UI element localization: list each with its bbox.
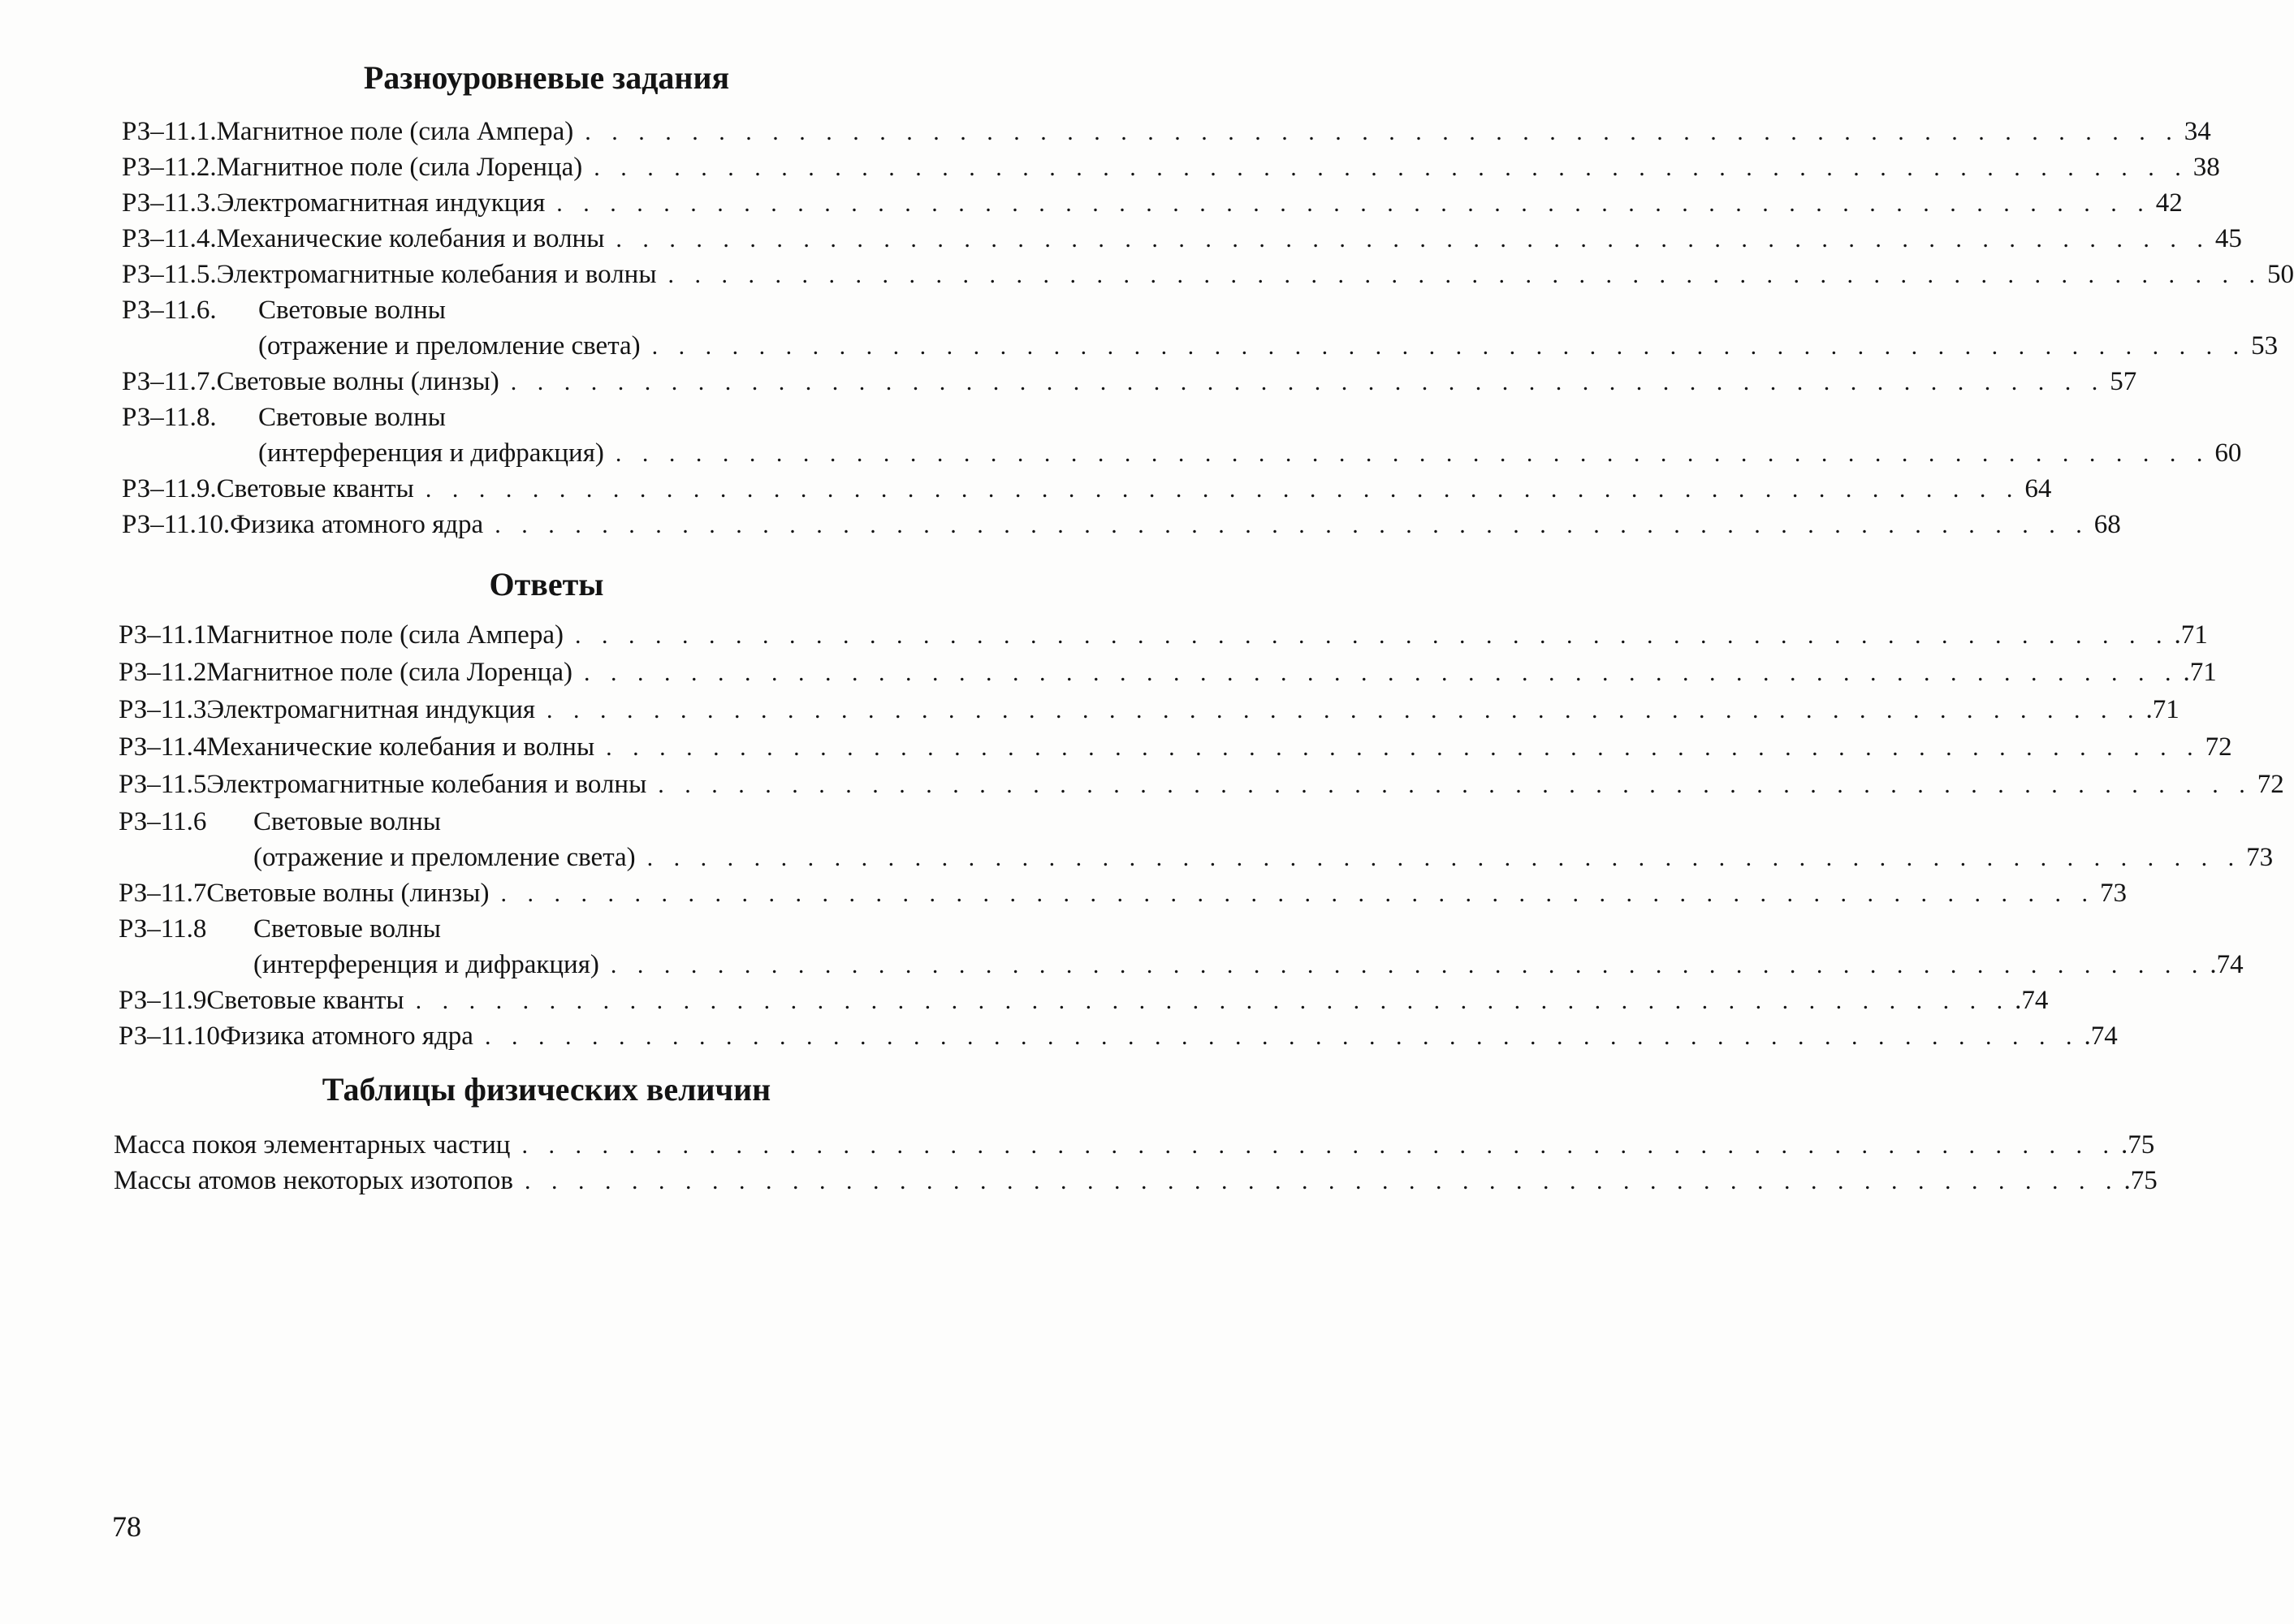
toc-page-number: 73 <box>2099 879 2127 908</box>
toc-page-number: 60 <box>2214 438 2242 468</box>
toc-row-tasks-5[interactable] <box>122 257 2294 292</box>
toc-code: РЗ–11.5 <box>119 770 207 799</box>
toc-code: РЗ–11.2. <box>122 153 217 182</box>
toc-row-tasks-10[interactable] <box>122 507 2121 542</box>
toc-row-tables-2[interactable] <box>114 1163 2158 1199</box>
toc-row-tasks-6-cont[interactable] <box>258 328 2279 364</box>
toc-title: Механические колебания и волны <box>216 224 605 253</box>
toc-row-tasks-6[interactable] <box>122 292 995 328</box>
dot-leader: . . . . . . . . . . . . . . . . . . . . . . . . . . . . . . . . . . . . . . . . . . . . . . . . . . . . . . . . . . . . <box>606 734 2201 761</box>
toc-code: РЗ–11.4 <box>119 732 207 762</box>
toc-title: Массы атомов некоторых изотопов <box>114 1166 514 1195</box>
toc-row-answers-4[interactable] <box>119 729 2232 765</box>
toc-page-number: .71 <box>2145 695 2180 724</box>
toc-page-number: 50 <box>2267 260 2294 289</box>
toc-code: РЗ–11.1. <box>122 117 217 146</box>
toc-page-number: 72 <box>2257 770 2284 799</box>
toc-row-answers-8[interactable] <box>119 911 986 947</box>
toc-page-number: .75 <box>2120 1130 2155 1160</box>
toc-row-answers-6[interactable] <box>119 804 986 840</box>
toc-title: Световые волны <box>253 914 441 944</box>
toc-row-tasks-8[interactable] <box>122 400 995 435</box>
toc-page-number: 57 <box>2110 367 2137 396</box>
section-title-answers: Ответы <box>489 566 604 603</box>
dot-leader: . . . . . . . . . . . . . . . . . . . . . . . . . . . . . . . . . . . . . . . . . . . . . . . . . . . . . . . . . . . . <box>646 844 2242 871</box>
toc-code: РЗ–11.7. <box>122 367 217 396</box>
toc-title: Физика атомного ядра <box>230 510 484 539</box>
toc-row-answers-6-cont[interactable] <box>253 840 2274 875</box>
toc-row-answers-1[interactable] <box>119 617 2208 653</box>
toc-title: Световые волны <box>258 296 446 325</box>
page-number: 78 <box>112 1510 141 1543</box>
toc-title: Световые волны <box>258 403 446 432</box>
dot-leader: . . . . . . . . . . . . . . . . . . . . . . . . . . . . . . . . . . . . . . . . . . . . . . . . . . . . . . . . . . . . <box>495 512 2089 538</box>
toc-code: РЗ–11.8. <box>122 403 217 432</box>
toc-title-continuation: (интерференция и дифракция) <box>258 438 604 468</box>
dot-leader: . . . . . . . . . . . . . . . . . . . . . . . . . . . . . . . . . . . . . . . . . . . . . . . . . . . . . . . . . . . . <box>415 987 2011 1014</box>
dot-leader: . . . . . . . . . . . . . . . . . . . . . . . . . . . . . . . . . . . . . . . . . . . . . . . . . . . . . . . . . . . . <box>546 697 2141 723</box>
toc-row-tasks-7[interactable] <box>122 364 2137 400</box>
toc-row-answers-2[interactable] <box>119 654 2217 690</box>
toc-title: Световые кванты <box>206 986 404 1015</box>
toc-row-answers-8-cont[interactable] <box>253 947 2244 983</box>
toc-code: РЗ–11.9. <box>122 474 217 503</box>
dot-leader: . . . . . . . . . . . . . . . . . . . . . . . . . . . . . . . . . . . . . . . . . . . . . . . . . . . . . . . . . . . . <box>651 333 2247 360</box>
toc-code: РЗ–11.10. <box>122 510 231 539</box>
toc-code: РЗ–11.5. <box>122 260 217 289</box>
toc-page-number: 34 <box>2184 117 2211 146</box>
toc-title: Световые волны (линзы) <box>206 879 490 908</box>
dot-leader: . . . . . . . . . . . . . . . . . . . . . . . . . . . . . . . . . . . . . . . . . . . . . . . . . . . . . . . . . . . . <box>667 261 2262 288</box>
toc-title: Электромагнитные колебания и волны <box>216 260 657 289</box>
toc-title: Электромагнитная индукция <box>206 695 536 724</box>
toc-title: Магнитное поле (сила Ампера) <box>216 117 574 146</box>
dot-leader: . . . . . . . . . . . . . . . . . . . . . . . . . . . . . . . . . . . . . . . . . . . . . . . . . . . . . . . . . . . . <box>583 659 2179 686</box>
toc-page-number: .74 <box>2210 950 2244 979</box>
toc-code: РЗ–11.3 <box>119 695 207 724</box>
toc-title: Световые волны (линзы) <box>216 367 499 396</box>
toc-page-number: .71 <box>2174 620 2208 650</box>
dot-leader: . . . . . . . . . . . . . . . . . . . . . . . . . . . . . . . . . . . . . . . . . . . . . . . . . . . . . . . . . . . . <box>425 476 2020 503</box>
toc-title: Масса покоя элементарных частиц <box>114 1130 511 1160</box>
toc-page-number: .74 <box>2084 1021 2118 1051</box>
toc-title: Световые волны <box>253 807 441 836</box>
toc-page-number: 53 <box>2251 331 2279 361</box>
toc-page-number: 72 <box>2205 732 2232 762</box>
toc-title-continuation: (отражение и преломление света) <box>258 331 641 361</box>
dot-leader: . . . . . . . . . . . . . . . . . . . . . . . . . . . . . . . . . . . . . . . . . . . . . . . . . . . . . . . . . . . . <box>484 1023 2080 1050</box>
toc-title: Магнитное поле (сила Лоренца) <box>216 153 583 182</box>
toc-row-answers-3[interactable] <box>119 692 2180 728</box>
dot-leader: . . . . . . . . . . . . . . . . . . . . . . . . . . . . . . . . . . . . . . . . . . . . . . . . . . . . . . . . . . . . <box>500 880 2095 907</box>
dot-leader: . . . . . . . . . . . . . . . . . . . . . . . . . . . . . . . . . . . . . . . . . . . . . . . . . . . . . . . . . . . . <box>521 1132 2116 1159</box>
toc-row-tasks-8-cont[interactable] <box>258 435 2242 471</box>
toc-row-answers-7[interactable] <box>119 875 2127 911</box>
toc-code: РЗ–11.4. <box>122 224 217 253</box>
toc-page-number: 45 <box>2214 224 2242 253</box>
toc-page-number: 64 <box>2024 474 2052 503</box>
section-title-tables: Таблицы физических величин <box>322 1071 771 1108</box>
toc-title: Физика атомного ядра <box>219 1021 473 1051</box>
toc-title: Магнитное поле (сила Ампера) <box>206 620 564 650</box>
toc-code: РЗ–11.10 <box>119 1021 220 1051</box>
dot-leader: . . . . . . . . . . . . . . . . . . . . . . . . . . . . . . . . . . . . . . . . . . . . . . . . . . . . . . . . . . . . <box>574 622 2170 649</box>
dot-leader: . . . . . . . . . . . . . . . . . . . . . . . . . . . . . . . . . . . . . . . . . . . . . . . . . . . . . . . . . . . . <box>658 771 2253 798</box>
dot-leader: . . . . . . . . . . . . . . . . . . . . . . . . . . . . . . . . . . . . . . . . . . . . . . . . . . . . . . . . . . . . <box>594 154 2188 181</box>
toc-title: Магнитное поле (сила Лоренца) <box>206 658 572 687</box>
toc-code: РЗ–11.1 <box>119 620 207 650</box>
toc-code: РЗ–11.3. <box>122 188 217 218</box>
toc-code: РЗ–11.8 <box>119 914 207 944</box>
toc-page-number: .74 <box>2015 986 2049 1015</box>
toc-page-number: .71 <box>2183 658 2217 687</box>
dot-leader: . . . . . . . . . . . . . . . . . . . . . . . . . . . . . . . . . . . . . . . . . . . . . . . . . . . . . . . . . . . . <box>610 952 2205 978</box>
toc-row-tasks-9[interactable] <box>122 471 2052 507</box>
toc-row-answers-5[interactable] <box>119 767 2284 802</box>
toc-page-number: .75 <box>2123 1166 2158 1195</box>
section-title-tasks: Разноуровневые задания <box>363 59 730 96</box>
toc-title: Электромагнитные колебания и волны <box>206 770 647 799</box>
toc-title: Механические колебания и волны <box>206 732 595 762</box>
toc-page-number: 42 <box>2155 188 2183 218</box>
toc-title: Электромагнитная индукция <box>216 188 546 218</box>
toc-row-tasks-4[interactable] <box>122 221 2242 257</box>
toc-page-number: 68 <box>2093 510 2121 539</box>
toc-title: Световые кванты <box>216 474 414 503</box>
toc-row-tables-1[interactable] <box>114 1127 2155 1163</box>
toc-title-continuation: (отражение и преломление света) <box>253 843 636 872</box>
toc-page-number: 73 <box>2246 843 2274 872</box>
toc-title-continuation: (интерференция и дифракция) <box>253 950 599 979</box>
toc-row-tasks-2[interactable] <box>122 149 2220 185</box>
dot-leader: . . . . . . . . . . . . . . . . . . . . . . . . . . . . . . . . . . . . . . . . . . . . . . . . . . . . . . . . . . . . <box>510 369 2106 395</box>
dot-leader: . . . . . . . . . . . . . . . . . . . . . . . . . . . . . . . . . . . . . . . . . . . . . . . . . . . . . . . . . . . . <box>585 119 2180 145</box>
toc-row-tasks-3[interactable] <box>122 185 2183 221</box>
toc-code: РЗ–11.6. <box>122 296 217 325</box>
dot-leader: . . . . . . . . . . . . . . . . . . . . . . . . . . . . . . . . . . . . . . . . . . . . . . . . . . . . . . . . . . . . <box>525 1168 2119 1194</box>
toc-code: РЗ–11.2 <box>119 658 207 687</box>
toc-row-answers-10[interactable] <box>119 1018 2118 1054</box>
toc-page-number: 38 <box>2192 153 2220 182</box>
toc-row-tasks-1[interactable] <box>122 114 2211 149</box>
toc-code: РЗ–11.7 <box>119 879 207 908</box>
dot-leader: . . . . . . . . . . . . . . . . . . . . . . . . . . . . . . . . . . . . . . . . . . . . . . . . . . . . . . . . . . . . <box>616 226 2210 253</box>
toc-code: РЗ–11.6 <box>119 807 207 836</box>
dot-leader: . . . . . . . . . . . . . . . . . . . . . . . . . . . . . . . . . . . . . . . . . . . . . . . . . . . . . . . . . . . . <box>556 190 2151 217</box>
toc-code: РЗ–11.9 <box>119 986 207 1015</box>
toc-row-answers-9[interactable] <box>119 983 2049 1018</box>
dot-leader: . . . . . . . . . . . . . . . . . . . . . . . . . . . . . . . . . . . . . . . . . . . . . . . . . . . . . . . . . . . . <box>615 440 2210 467</box>
